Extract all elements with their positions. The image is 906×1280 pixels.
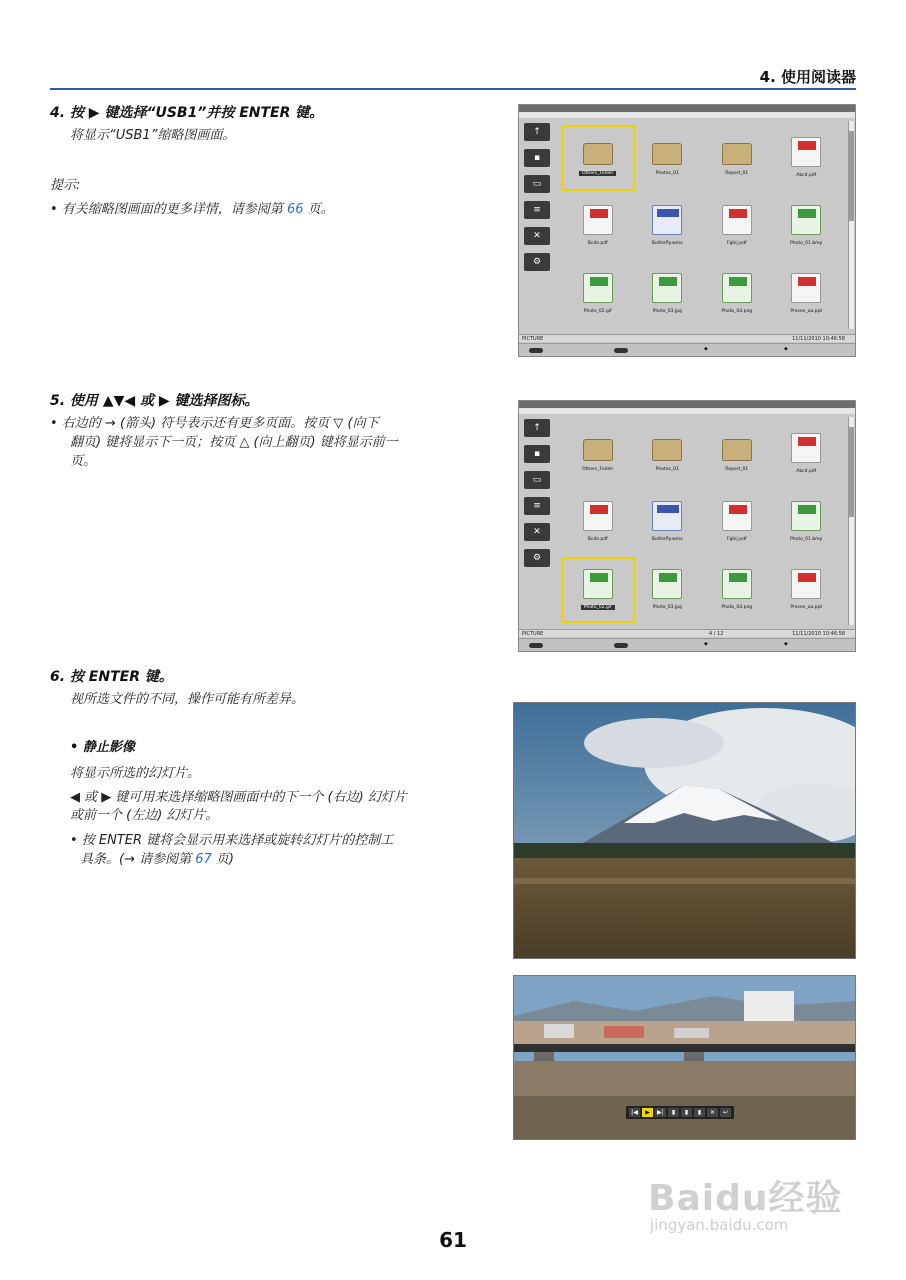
file-name: Others_Folder [579, 171, 616, 176]
file-item[interactable] [702, 127, 772, 189]
file-name: Abcd.pdf [796, 173, 817, 178]
file-name: Presen_aa.ppt [790, 605, 823, 610]
file-name: Photo_04.png [721, 605, 753, 610]
pdf-file-icon [722, 205, 752, 235]
enter-key-line2 [80, 850, 234, 869]
thumbnail-screen-2 [518, 400, 856, 652]
slide-photo-town [513, 975, 856, 1140]
sort-list-button[interactable]: ≡ [524, 497, 550, 515]
page-number: 61 [439, 1228, 467, 1252]
img-file-icon [791, 501, 821, 531]
system-setting-button[interactable]: ⚙ [524, 253, 550, 271]
enter-key-line2-pre: 具条。(→ 请参阅第 [80, 852, 196, 867]
screen-sidebar [522, 123, 550, 279]
exit-key-icon [614, 348, 628, 353]
screen-title-bar [519, 105, 855, 112]
file-item[interactable] [563, 127, 633, 189]
watermark-brand: Baidu经验 [648, 1178, 843, 1219]
file-item[interactable] [633, 127, 703, 189]
file-name: Photo_01.bmp [790, 241, 823, 246]
folder-icon [583, 143, 613, 165]
folder-icon [722, 439, 752, 461]
step4-title: 4. 按 ▶ 键选择“USB1”并按 ENTER 键。 [50, 105, 324, 121]
chapter-title: 4. 使用阅读器 [759, 68, 856, 86]
step5-note-line3: 页。 [70, 454, 97, 469]
file-name: Fghij.pdf [726, 537, 747, 542]
toolbar-button[interactable]: ✕ [707, 1108, 718, 1117]
file-item[interactable] [772, 127, 842, 189]
img-file-icon [722, 273, 752, 303]
file-name: Photo_04.png [721, 309, 753, 314]
pdf-file-icon [791, 433, 821, 463]
page-hint-icon: ◆ [784, 346, 788, 352]
file-item[interactable] [702, 559, 772, 621]
file-item[interactable] [633, 195, 703, 257]
img-file-icon [583, 569, 613, 599]
still-image-desc: 将显示所选的幻灯片。 [70, 766, 201, 781]
file-item[interactable] [633, 559, 703, 621]
pdf-file-icon [583, 205, 613, 235]
options-button[interactable]: ✕ [524, 523, 550, 541]
mountain-photo-image [514, 703, 856, 959]
toolbar-button[interactable]: ▮ [668, 1108, 679, 1117]
toolbar-button[interactable]: ▶ [642, 1108, 653, 1117]
status-datetime: 11/11/2010 10:46:58 [792, 336, 845, 342]
step5-note-line1: • 右边的 → (箭头) 符号表示还有更多页面。按页 ▽ (向下 [50, 416, 379, 431]
file-name: Report_01 [725, 171, 749, 176]
file-item[interactable] [772, 559, 842, 621]
file-name: Photo_02.gif [581, 605, 615, 610]
slideshow-setting-button[interactable]: ▭ [524, 471, 550, 489]
file-item[interactable] [633, 491, 703, 553]
toolbar-button[interactable]: ▮ [681, 1108, 692, 1117]
file-item[interactable] [633, 423, 703, 485]
folder-icon [722, 143, 752, 165]
key-hints-bar [519, 343, 855, 356]
tip-text-pre: • 有关缩略图画面的更多详情，请参阅第 [50, 202, 287, 217]
status-bar [519, 629, 855, 637]
watermark-url: jingyan.baidu.com [650, 1216, 789, 1234]
step4-desc: 将显示“USB1”缩略图画面。 [70, 128, 236, 143]
up-button[interactable]: ↑ [524, 419, 550, 437]
status-mode: PICTURE [522, 336, 544, 342]
select-hint-icon: ◆ [704, 346, 708, 352]
file-name: Photos_01 [655, 171, 679, 176]
img-file-icon [583, 273, 613, 303]
file-name: Photo_01.bmp [790, 537, 823, 542]
enter-key-icon [529, 348, 543, 353]
file-item[interactable] [702, 491, 772, 553]
step5-title: 5. 使用 ▲▼◀ 或 ▶ 键选择图标。 [50, 393, 259, 409]
folder-icon [583, 439, 613, 461]
file-name: Fghij.pdf [726, 241, 747, 246]
file-name: Photos_01 [655, 467, 679, 472]
folder-icon [652, 143, 682, 165]
toolbar-button[interactable]: ▮ [694, 1108, 705, 1117]
system-setting-button[interactable]: ⚙ [524, 549, 550, 567]
screen-path [519, 408, 855, 414]
file-item[interactable] [563, 423, 633, 485]
nav-keys-line2: 或前一个 (左边) 幻灯片。 [70, 808, 219, 823]
screen-sidebar [522, 419, 550, 575]
tip-text [50, 200, 334, 219]
file-name: Photo_03.jpg [652, 605, 682, 610]
folder-icon [652, 439, 682, 461]
file-name: Others_Folder [582, 467, 614, 472]
file-name: Butterfly.wmv [651, 241, 683, 246]
status-datetime: 11/11/2010 10:46:58 [792, 631, 845, 637]
still-image-heading: • 静止影像 [70, 740, 135, 755]
scrollbar[interactable] [848, 417, 854, 625]
header-rule [50, 88, 856, 90]
toolbar-button[interactable]: ▶| [655, 1108, 666, 1117]
wmv-file-icon [652, 501, 682, 531]
status-mode: PICTURE [522, 631, 544, 637]
file-item[interactable] [772, 263, 842, 325]
file-item[interactable] [702, 195, 772, 257]
tip-label: 提示: [50, 178, 81, 193]
watermark [648, 1148, 858, 1248]
slideshow-setting-button[interactable]: ▭ [524, 175, 550, 193]
file-item[interactable] [772, 491, 842, 553]
key-hints-bar [519, 638, 855, 651]
step5-note-line2: 翻页) 键将显示下一页；按页 △ (向上翻页) 键将显示前一 [70, 435, 398, 450]
nav-keys-line1: ◀ 或 ▶ 键可用来选择缩略图画面中的下一个 (右边) 幻灯片 [70, 790, 407, 805]
file-name: Photo_02.gif [583, 309, 612, 314]
options-button[interactable]: ✕ [524, 227, 550, 245]
enter-key-line2-post: 页) [211, 852, 234, 867]
file-name: Butterfly.wmv [651, 537, 683, 542]
step6-desc: 视所选文件的不同，操作可能有所差异。 [70, 692, 305, 707]
file-name: Abcd.pdf [796, 469, 817, 474]
tip-text-post: 页。 [303, 202, 334, 217]
exit-key-icon [614, 643, 628, 648]
toolbar-button[interactable]: |◀ [629, 1108, 640, 1117]
enter-key-line1: • 按 ENTER 键将会显示用来选择或旋转幻灯片的控制工 [70, 833, 394, 848]
file-name: Presen_aa.ppt [790, 309, 823, 314]
thumbnail-screen-1 [518, 104, 856, 357]
screen-path [519, 112, 855, 118]
img-file-icon [791, 205, 821, 235]
file-name: Photo_03.jpg [652, 309, 682, 314]
step6-title: 6. 按 ENTER 键。 [50, 669, 173, 685]
status-bar [519, 334, 855, 342]
page-link-66[interactable]: 66 [286, 202, 304, 217]
scrollbar[interactable] [848, 121, 854, 329]
wmv-file-icon [652, 205, 682, 235]
sort-list-button[interactable]: ≡ [524, 201, 550, 219]
file-item[interactable] [772, 423, 842, 485]
slide-photo-mountain [513, 702, 856, 959]
scrollbar-thumb[interactable] [849, 131, 854, 221]
file-item[interactable] [563, 195, 633, 257]
select-hint-icon: ◆ [704, 641, 708, 647]
file-item[interactable] [702, 423, 772, 485]
pdf-file-icon [791, 137, 821, 167]
up-button[interactable]: ↑ [524, 123, 550, 141]
ppt-file-icon [791, 273, 821, 303]
file-item[interactable] [563, 559, 633, 621]
pdf-file-icon [722, 501, 752, 531]
img-file-icon [652, 569, 682, 599]
file-item[interactable] [772, 195, 842, 257]
file-item[interactable] [563, 491, 633, 553]
scrollbar-thumb[interactable] [849, 427, 854, 517]
screen-title-bar [519, 401, 855, 408]
file-name: Bcde.pdf [587, 537, 608, 542]
toolbar-button[interactable]: ↩ [720, 1108, 731, 1117]
pdf-file-icon [583, 501, 613, 531]
file-name: Bcde.pdf [587, 241, 608, 246]
ppt-file-icon [791, 569, 821, 599]
thumbnail-button[interactable]: ▪ [524, 149, 550, 167]
file-item[interactable] [633, 263, 703, 325]
file-grid [563, 127, 841, 325]
file-name: Report_01 [725, 467, 749, 472]
slideshow-control-toolbar [626, 1106, 734, 1119]
file-item[interactable] [563, 263, 633, 325]
enter-key-icon [529, 643, 543, 648]
page-link-67[interactable]: 67 [195, 852, 212, 867]
page-hint-icon: ◆ [784, 641, 788, 647]
img-file-icon [652, 273, 682, 303]
file-item[interactable] [702, 263, 772, 325]
img-file-icon [722, 569, 752, 599]
file-grid [563, 423, 841, 621]
thumbnail-button[interactable]: ▪ [524, 445, 550, 463]
status-page-count: 4 / 12 [709, 631, 724, 637]
